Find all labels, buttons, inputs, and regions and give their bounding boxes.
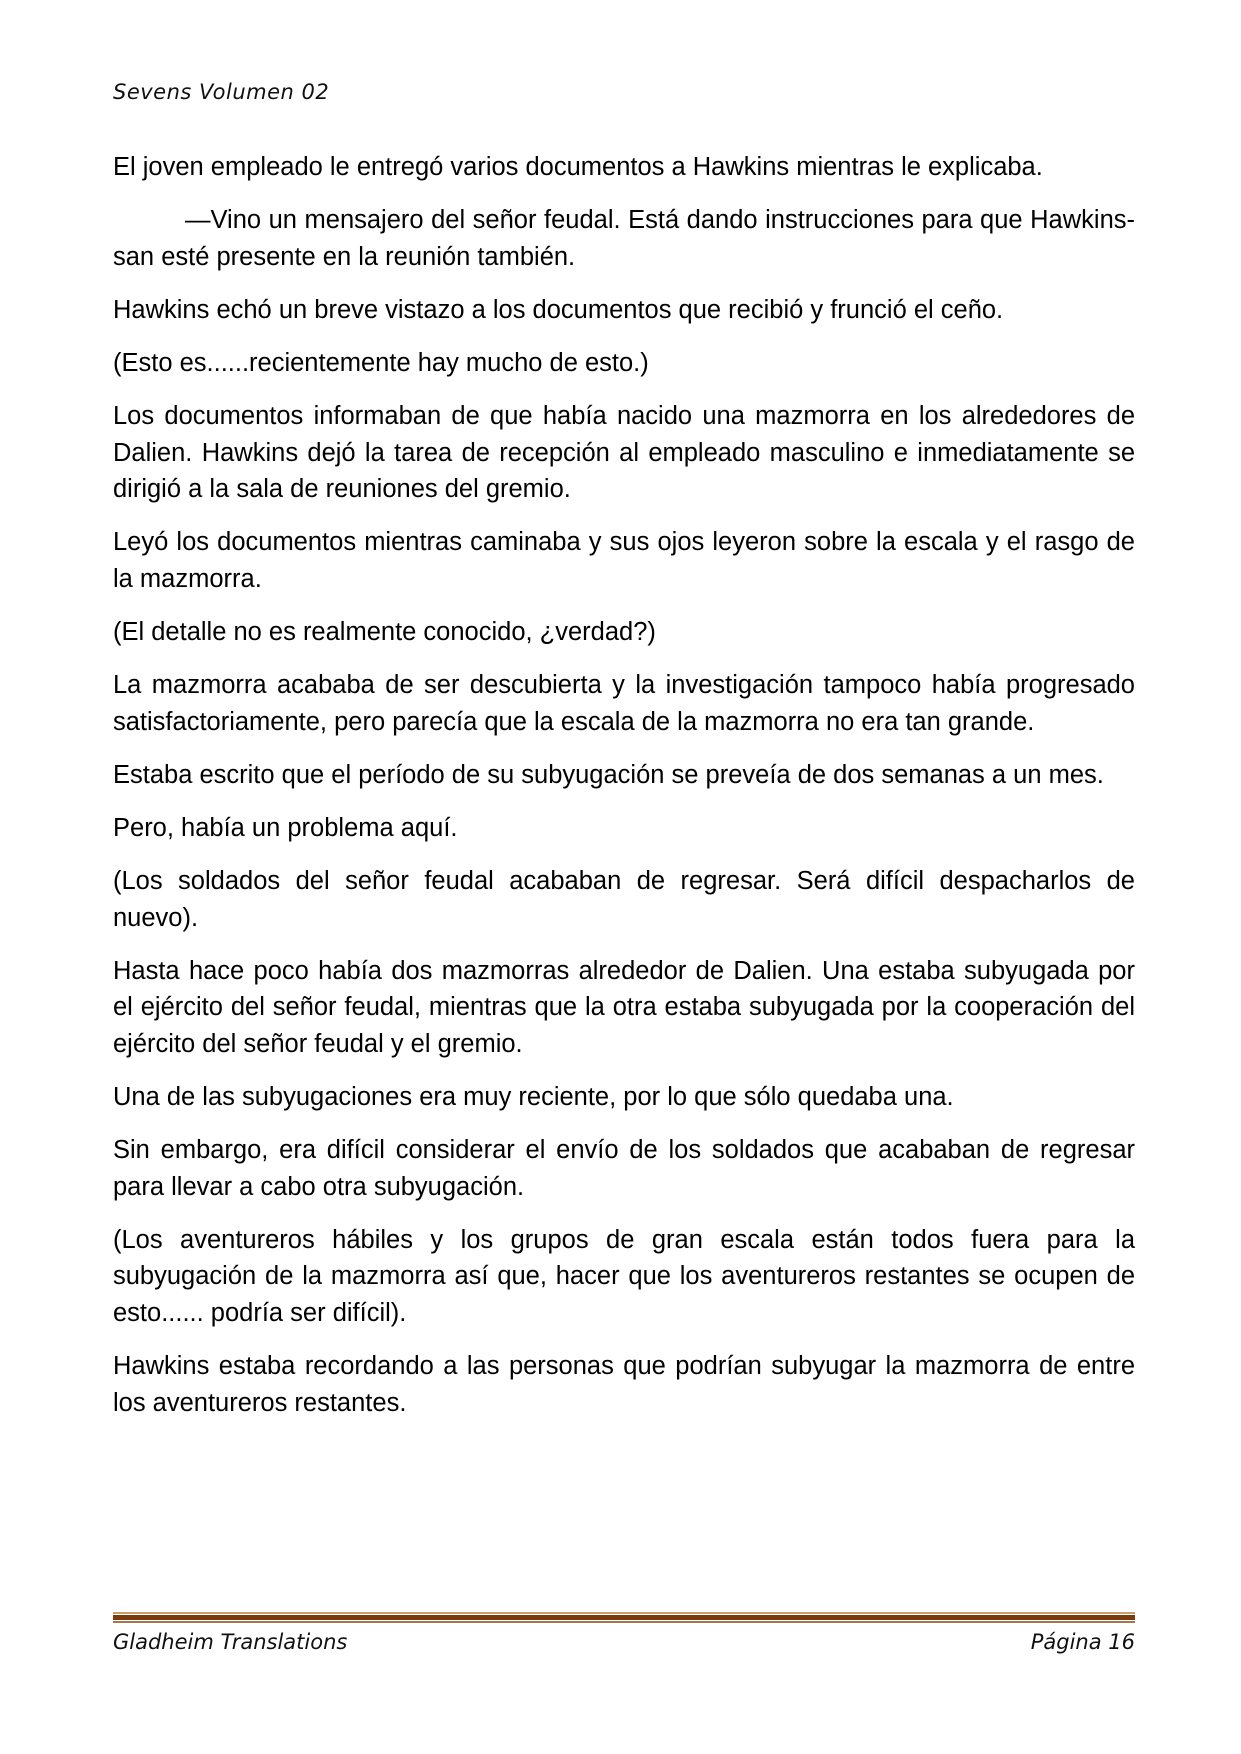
running-header: Sevens Volumen 02	[113, 80, 330, 104]
paragraph: (Esto es......recientemente hay mucho de esto.)	[113, 348, 649, 377]
paragraph: (Los soldados del señor feudal acababan de regresar. Será difícil despacharlos de nuevo).	[113, 866, 1135, 932]
paragraph: El joven empleado le entregó varios documentos a Hawkins mientras le explicaba.	[113, 153, 1043, 181]
paragraph: Los documentos informaban de que había nacido una mazmorra en los alrededores de Dalien. Hawkins dejó la tarea de recepción al empleado masculino e inmediatamente se dirigió a la sala de reuniones del gremio.	[113, 401, 1135, 504]
paragraph: Estaba escrito que el período de su subyugación se preveía de dos semanas a un mes.	[113, 760, 1104, 789]
paragraph: Hawkins estaba recordando a las personas que podrían subyugar la mazmorra de entre los aventureros restantes.	[113, 1351, 1135, 1417]
paragraph: Hasta hace poco había dos mazmorras alrededor de Dalien. Una estaba subyugada por el ejército del señor feudal, mientras que la otra estaba subyugada por la cooperación del ejército del señor feudal y el gremio.	[113, 956, 1135, 1058]
paragraph: Hawkins echó un breve vistazo a los documentos que recibió y frunció el ceño.	[113, 295, 1004, 324]
page-number: Página 16	[1030, 1630, 1135, 1654]
page-body	[113, 149, 1135, 1438]
paragraph: La mazmorra acababa de ser descubierta y la investigación tampoco había progresado satisfactoriamente, pero parecía que la escala de la mazmorra no era tan grande.	[113, 671, 1135, 736]
paragraph: —Vino un mensajero del señor feudal. Está dando instrucciones para que Hawkins-san esté presente en la reunión también.	[113, 206, 1135, 271]
paragraph: (El detalle no es realmente conocido, ¿verdad?)	[113, 617, 656, 646]
paragraph: Sin embargo, era difícil considerar el envío de los soldados que acababan de regresar para llevar a cabo otra subyugación.	[113, 1135, 1135, 1201]
page-footer	[113, 1630, 1135, 1654]
footer-publisher: Gladheim Translations	[113, 1630, 348, 1654]
paragraph: Una de las subyugaciones era muy reciente, por lo que sólo quedaba una.	[113, 1082, 954, 1111]
paragraph: Leyó los documentos mientras caminaba y sus ojos leyeron sobre la escala y el rasgo de la mazmorra.	[113, 528, 1135, 593]
footer-divider	[113, 1612, 1135, 1623]
paragraph: (Los aventureros hábiles y los grupos de gran escala están todos fuera para la subyugación de la mazmorra así que, hacer que los aventureros restantes se ocupen de esto...... podría ser difícil).	[113, 1225, 1135, 1327]
paragraph: Pero, había un problema aquí.	[113, 813, 458, 842]
